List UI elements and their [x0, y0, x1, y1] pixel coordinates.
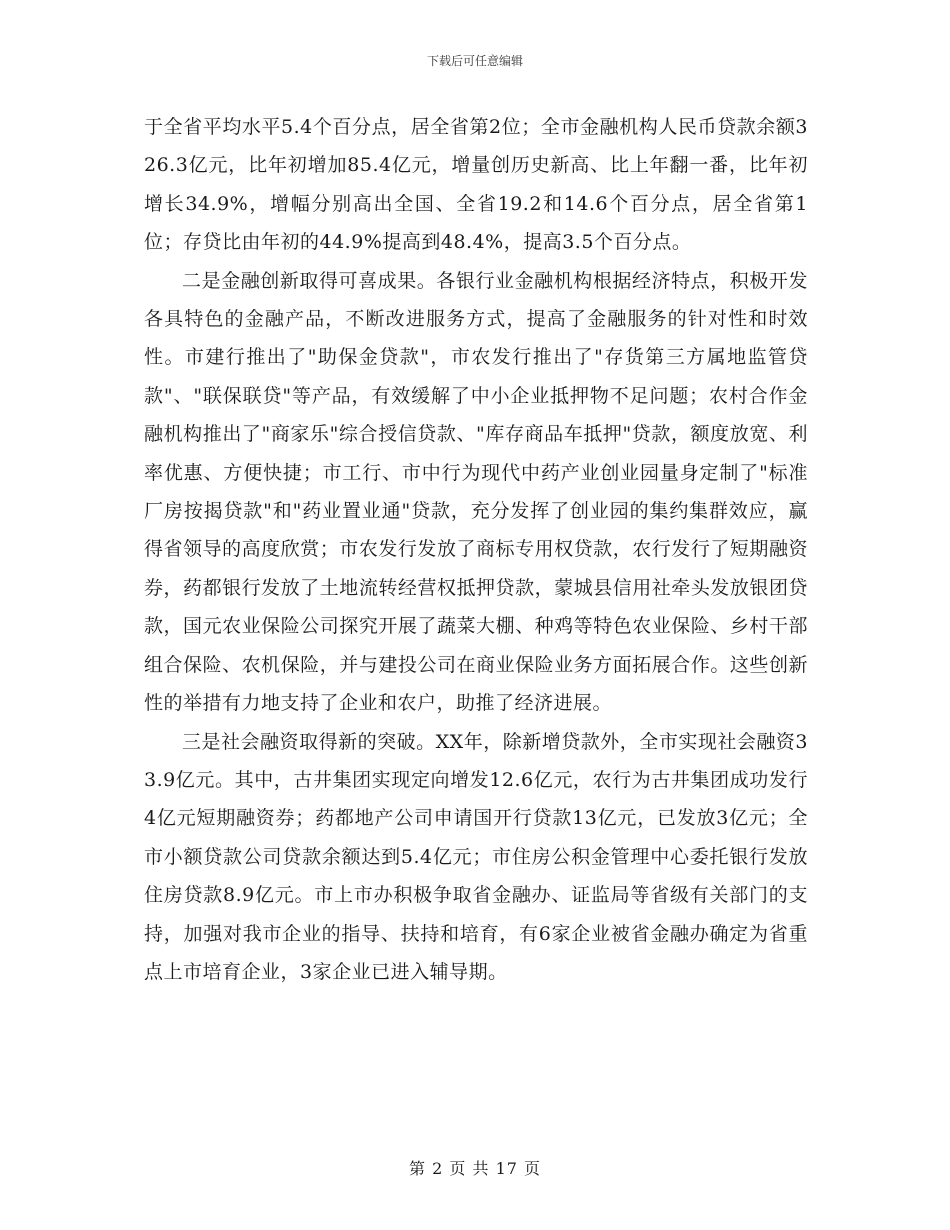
total-suffix: 页	[524, 1159, 542, 1178]
current-page-number: 2	[432, 1159, 444, 1178]
page-footer	[0, 1156, 950, 1179]
paragraph-continuation: 于全省平均水平5.4个百分点，居全省第2位；全市金融机构人民币贷款余额326.3亿元，比年初增加85.4亿元，增量创历史新高、比上年翻一番，比年初增长34.9%，增幅分别高出全国、全省19.2和14.6个百分点，居全省第1位；存贷比由年初的44.9%提高到48.4%，提高3.5个百分点。	[144, 116, 808, 254]
paragraph-financial-innovation: 二是金融创新取得可喜成果。各银行业金融机构根据经济特点，积极开发各具特色的金融产品，不断改进服务方式，提高了金融服务的针对性和时效性。市建行推出了"助保金贷款"，市农发行推出了"存货第三方属地监管贷款"、"联保联贷"等产品，有效缓解了中小企业抵押物不足问题；农村合作金融机构推出了"商家乐"综合授信贷款、"库存商品车抵押"贷款，额度放宽、利率优惠、方便快捷；市工行、市中行为现代中药产业创业园量身定制了"标准厂房按揭贷款"和"药业置业通"贷款，充分发挥了创业园的集约集群效应，赢得省领导的高度欣赏；市农发行发放了商标专用权贷款，农行发行了短期融资券，药都银行发放了土地流转经营权抵押贷款，蒙城县信用社牵头发放银团贷款，国元农业保险公司探究开展了蔬菜大棚、种鸡等特色农业保险、乡村干部组合保险、农机保险，并与建投公司在商业保险业务方面拓展合作。这些创新性的举措有力地支持了企业和农户，助推了经济进展。	[144, 269, 808, 715]
total-prefix: 共	[472, 1159, 490, 1178]
page-suffix: 页	[449, 1159, 467, 1178]
header-note: 下载后可任意编辑	[426, 54, 523, 68]
paragraph-social-financing: 三是社会融资取得新的突破。XX年，除新增贷款外，全市实现社会融资33.9亿元。其中，古井集团实现定向增发12.6亿元，农行为古井集团成功发行4亿元短期融资券；药都地产公司申请国开行贷款13亿元，已发放3亿元；全市小额贷款公司贷款余额达到5.4亿元；市住房公积金管理中心委托银行发放住房贷款8.9亿元。市上市办积极争取省金融办、证监局等省级有关部门的支持，加强对我市企业的指导、扶持和培育，有6家企业被省金融办确定为省重点上市培育企业，3家企业已进入辅导期。	[144, 730, 808, 983]
total-page-count: 17	[495, 1159, 518, 1178]
body-text	[144, 108, 808, 991]
page-prefix: 第	[408, 1159, 426, 1178]
